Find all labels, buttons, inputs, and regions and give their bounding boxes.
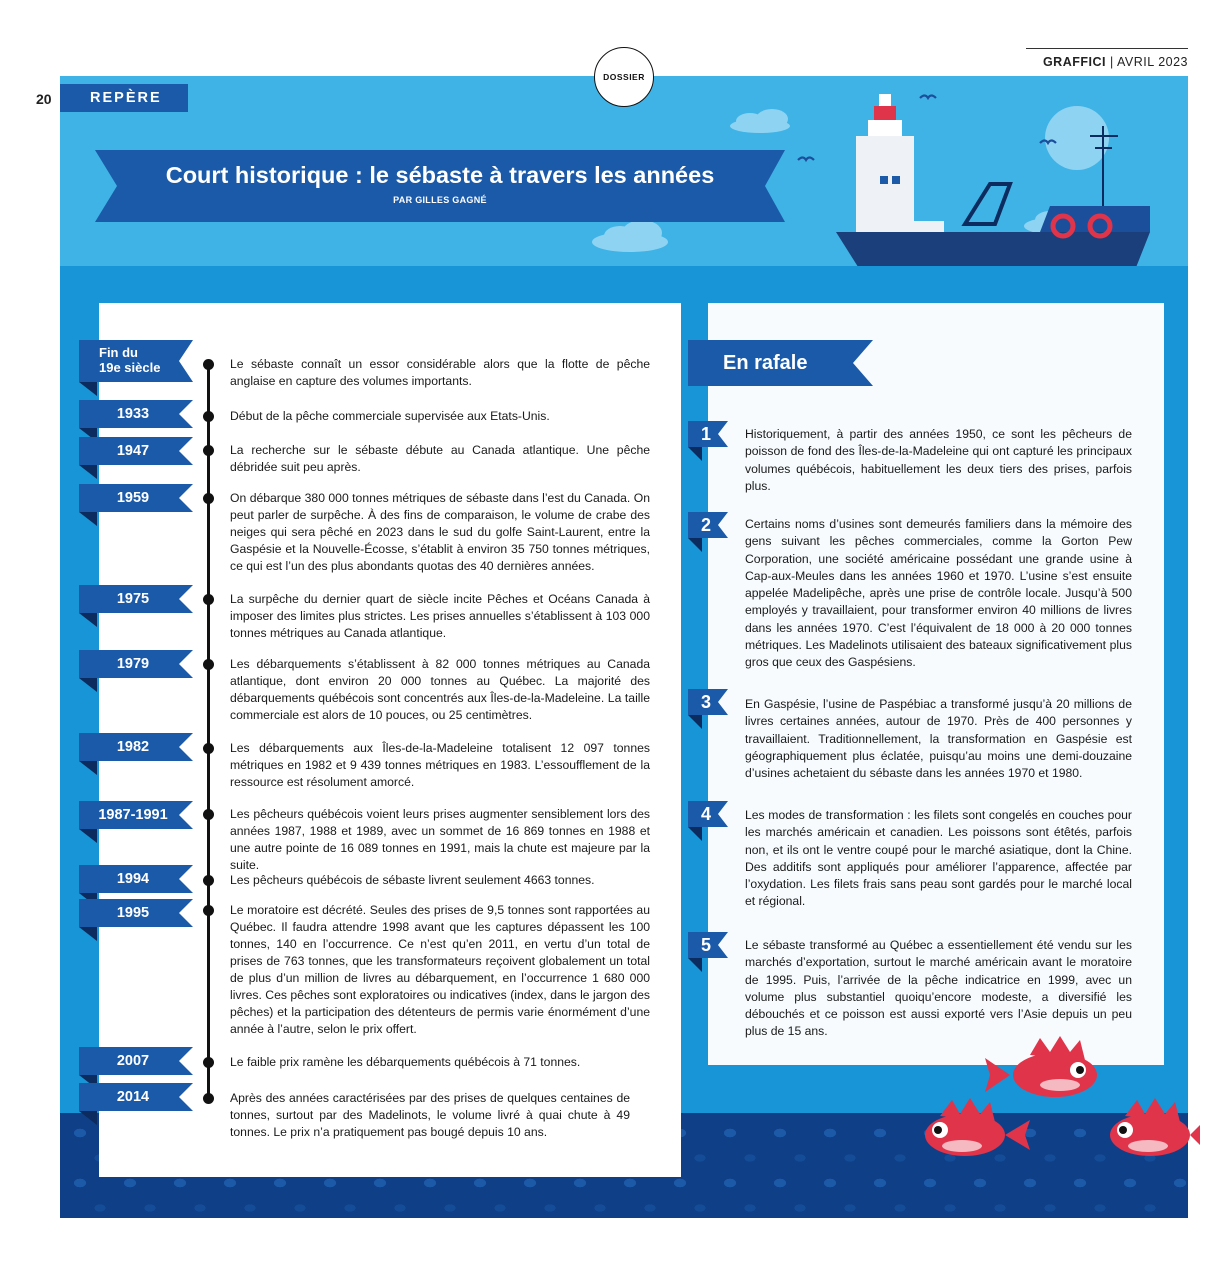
timeline-entry-text: Les pêcheurs québécois voient leurs prises augmenter sensiblement lors des années 1987, 1988 et 1989, avec un sommet de 16 869 tonnes en 1988 et une autre pointe de 16 089 tonnes en 1991, mais la chute est majeure par la suite. (230, 807, 650, 872)
timeline-entry-text: Les débarquements s’établissent à 82 000 tonnes métriques au Canada atlantique, dont environ 20 000 tonnes au Québec. La majorité des débarquements québécois sont concentrés aux Îles-de-la-Madeleine. La taille commerciale est alors de 10 pouces, ou 25 centimètres. (230, 657, 650, 722)
timeline-year: 1947 (116, 443, 150, 459)
timeline-year-badge (79, 899, 193, 941)
rafale-number-badge (688, 512, 728, 546)
timeline-entry-text: Après des années caractérisées par des prises de quelques centaines de tonnes, surtout par des Madelinots, le volume livré à quai chute à 49 tonnes. Le prix n’a pratiquement pas bougé depuis 10 ans. (230, 1091, 630, 1139)
timeline-year-badge (79, 585, 193, 627)
timeline-entry-text: Le sébaste connaît un essor considérable alors que la flotte de pêche anglaise en capture des volumes importants. (230, 357, 650, 388)
timeline-year: 1994 (116, 871, 150, 887)
timeline-dot (203, 445, 214, 456)
timeline-year-line: Fin du (99, 345, 138, 360)
timeline-year: 1995 (116, 905, 150, 921)
article-title: Court historique : le sébaste à travers les années (165, 162, 715, 188)
rafale-number-badge (688, 689, 728, 723)
timeline-year: 1982 (116, 739, 150, 755)
publication-name: GRAFFICI (1042, 55, 1106, 69)
rafale-number: 5 (700, 935, 711, 955)
rafale-number-badge (688, 421, 728, 455)
timeline-dot (203, 1057, 214, 1068)
rafale-item-text: Le sébaste transformé au Québec a essentiellement été vendu sur les marchés d’exportation, surtout le marché américain avant le moratoire de 1995. Puis, l’arrivée de la pêche indicatrice en 1999, avec un volume plus substantiel quoiqu’encore modeste, a diversifié les débouchés et ce poisson est aussi exporté vers l’Asie depuis un peu plus de 15 ans. (745, 938, 1132, 1039)
timeline-year-badge (79, 733, 193, 775)
timeline-entry-text: La surpêche du dernier quart de siècle incite Pêches et Océans Canada à imposer des limites plus strictes. Les prises annuelles s’établissent à 103 000 tonnes métriques au Canada atlantique. (230, 592, 650, 640)
timeline-entry-text: La recherche sur le sébaste débute au Canada atlantique. Une pêche débridée suit peu après. (230, 443, 650, 474)
redfish-icon (1110, 1098, 1200, 1156)
timeline-entry-text: On débarque 380 000 tonnes métriques de sébaste dans l’est du Canada. On peut parler de surpêche. À des fins de comparaison, le volume de crabe des neiges qui sera pêché en 2023 dans le sud du golfe Saint-Laurent, entre la Gaspésie et la Nouvelle-Écosse, s’établit à environ 35 750 tonnes métriques, ce qui est l’un des plus abondants quotas des 40 dernières années. (230, 491, 650, 573)
title-banner (95, 150, 785, 222)
redfish-icon (925, 1098, 1030, 1156)
timeline-dot (203, 659, 214, 670)
timeline-entry-text: Le moratoire est décrété. Seules des prises de 9,5 tonnes sont rapportées au Québec. Il faudra attendre 1998 avant que les captures dépassent les 100 tonnes, 140 en l’occurrence. Ce n’est qu’en 2011, en vertu d’un total de prises de 763 tonnes, que les transformateurs reçoivent globalement un total de plus d’un million de livres au débarquement, en l’occurrence 1 680 000 livres. Ces pêches sont exploratoires ou indicatives (index, dans le jargon des pêches) et la participation des détenteurs de permis varie énormément d’une année à l’autre, selon le prix offert. (230, 903, 650, 1036)
timeline-entry-text: Les pêcheurs québécois de sébaste livrent seulement 4663 tonnes. (230, 873, 595, 887)
timeline-dot (203, 1093, 214, 1104)
rafale-number-badge (688, 801, 728, 835)
rafale-heading-badge (688, 340, 873, 386)
timeline-entry-text: Début de la pêche commerciale supervisée aux Etats-Unis. (230, 409, 550, 423)
timeline-year-badge (79, 484, 193, 526)
timeline-axis (207, 366, 210, 1094)
rafale-item-text: Historiquement, à partir des années 1950, ce sont les pêcheurs de poisson de fond des Îles-de-la-Madeleine qui ont capturé les principaux volumes québécois, habituellement les deux tiers des prises, parfois plus. (745, 427, 1132, 493)
timeline-dot (203, 875, 214, 886)
timeline-year-badge (79, 650, 193, 692)
timeline-year: 2014 (116, 1089, 150, 1105)
redfish-group (900, 1030, 1200, 1180)
timeline-year-badge (79, 437, 193, 479)
timeline-year (99, 345, 199, 373)
timeline-entry-text: Le faible prix ramène les débarquements québécois à 71 tonnes. (230, 1055, 581, 1069)
sun-icon (1045, 106, 1109, 170)
dossier-badge: DOSSIER (594, 47, 654, 107)
timeline-year: 1933 (116, 406, 150, 422)
timeline-year-badge (79, 1083, 193, 1125)
rafale-item-text: Les modes de transformation : les filets sont congelés en couches pour les marchés américain et canadien. Les poissons sont étêtés, parfois non, et ils ont le ventre coupé pour le marché asiatique, dont la Chine. Des additifs sont appliqués pour améliorer l’apparence, affectée par l’oxydation. Les filets frais sans peau sont gardés pour le marché local et régional. (745, 808, 1132, 909)
rafale-number: 1 (700, 424, 711, 444)
timeline-dot (203, 809, 214, 820)
rafale-item-text: Certains noms d’usines sont demeurés familiers dans la mémoire des gens suivant les pêches commerciales, comme la Gorton Pew Corporation, une société américaine possédant une grande usine à Cap-aux-Meules dans les années 1960 et 1970. L’usine s’est ensuite appelée Madelipêche, après une prise de contrôle locale. Jusqu’à 500 employés y travaillaient, pour transformer environ 40 millions de livres dans les années 1970. C’est l’équivalent de 18 000 à 20 000 tonnes métriques. Les Madelinots utilisaient des bateaux significativement plus gros que ceux des Gaspésiens. (745, 517, 1132, 670)
timeline-dot (203, 594, 214, 605)
rafale-number: 2 (700, 515, 711, 535)
redfish-icon (985, 1036, 1097, 1097)
timeline-dot (203, 905, 214, 916)
seagull-icon (798, 96, 1056, 161)
timeline-year: 1959 (116, 490, 150, 506)
timeline-year: 1987-1991 (98, 807, 168, 823)
rafale-number: 4 (700, 804, 711, 824)
timeline-year: 1975 (116, 591, 150, 607)
timeline-dot (203, 493, 214, 504)
timeline-year-badge (79, 801, 193, 843)
timeline-year-badge (79, 400, 193, 442)
timeline-year-badge (79, 340, 193, 396)
timeline-year: 1979 (116, 656, 150, 672)
timeline-year: 2007 (116, 1053, 150, 1069)
issue-date: AVRIL 2023 (1116, 55, 1188, 69)
rafale-title: En rafale (723, 352, 808, 374)
page-number: 20 (36, 91, 52, 107)
timeline-dot (203, 411, 214, 422)
article-byline: PAR GILLES GAGNÉ (393, 195, 487, 205)
timeline-year-line: 19e siècle (99, 360, 161, 375)
masthead (1026, 48, 1188, 69)
rafale-number: 3 (700, 692, 711, 712)
rafale-item-text: En Gaspésie, l’usine de Paspébiac a transformé jusqu’à 20 millions de livres certaines années, autour de 1970. Près de 400 personnes y travaillaient. Traditionnellement, la transformation en Gaspésie est géographiquement plus éclatée, puisqu’au moins une demi-douzaine d’usines achetaient du sébaste dans les années 1970 et 1980. (745, 697, 1132, 781)
section-tag: REPÈRE (60, 84, 188, 112)
timeline-dot (203, 743, 214, 754)
timeline-dot (203, 359, 214, 370)
timeline-entry-text: Les débarquements aux Îles-de-la-Madeleine totalisent 12 097 tonnes métriques en 1982 et 9 439 tonnes métriques en 1983. L’essoufflement de la ressource est résolument amorcé. (230, 741, 650, 789)
rafale-number-badge (688, 932, 728, 966)
masthead-separator: | (1105, 55, 1117, 69)
